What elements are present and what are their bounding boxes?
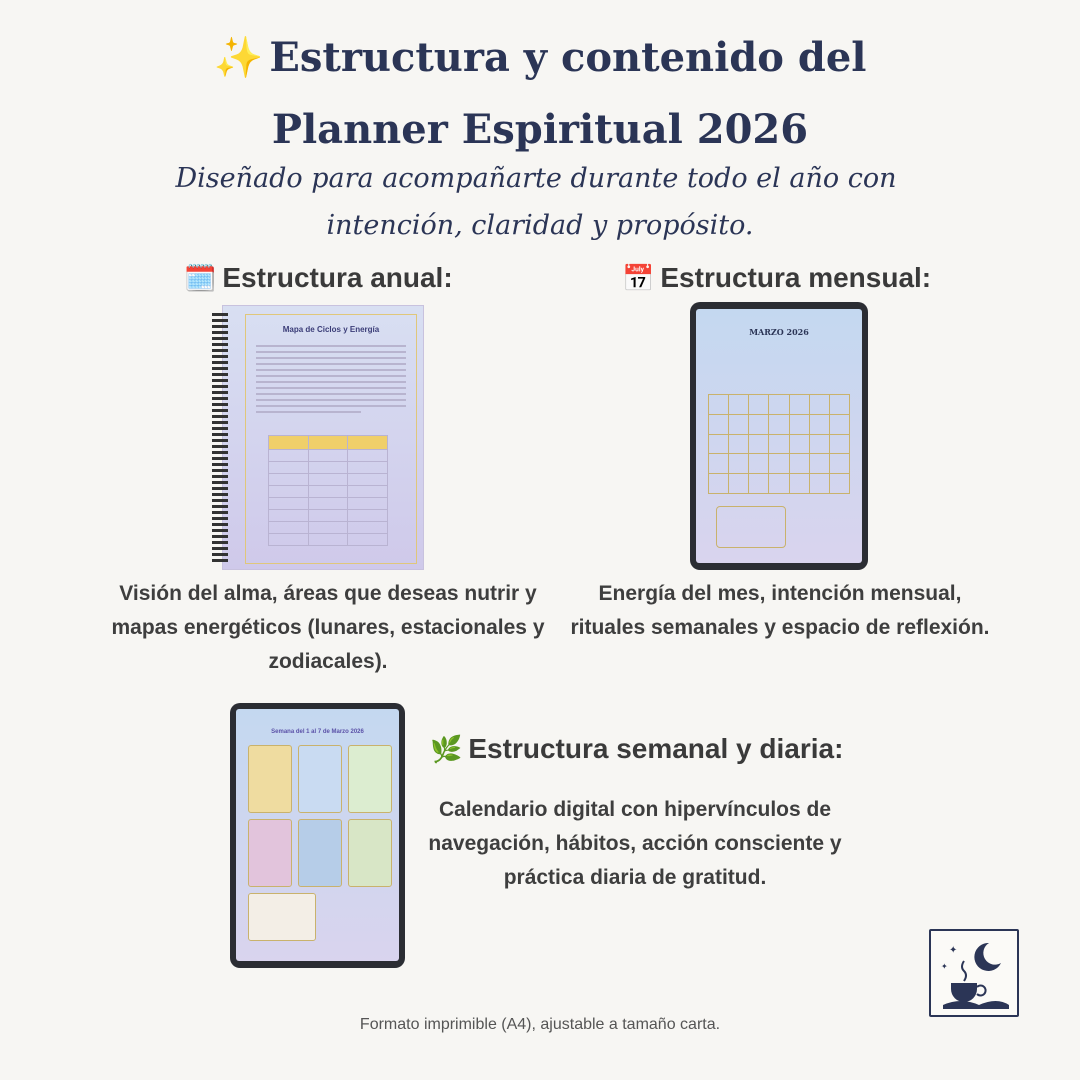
- weekly-page-title: Semana del 1 al 7 de Marzo 2026: [271, 729, 364, 735]
- notebook-page: [222, 305, 424, 570]
- spiral-binding: [212, 313, 228, 563]
- description-mensual: Energía del mes, intención mensual, rituales semanales y espacio de reflexión.: [570, 582, 990, 639]
- notebook-inner-frame: [245, 314, 417, 564]
- heading-mensual-text: Estructura mensual:: [660, 262, 932, 293]
- monthly-intention-box: [716, 506, 786, 548]
- sparkle-icon: ✨: [213, 34, 264, 81]
- day-card: [348, 745, 392, 813]
- main-title-text-line1: Estructura y contenido del: [269, 34, 867, 81]
- svg-text:✦: ✦: [941, 962, 948, 971]
- heading-anual: [184, 262, 453, 294]
- monthly-page-title: MARZO 2026: [749, 327, 809, 337]
- day-card: [348, 819, 392, 887]
- monthly-tablet-screen: [696, 309, 862, 563]
- subtitle-line2: intención, claridad y propósito.: [326, 210, 754, 241]
- main-title-line2: Planner Espiritual 2026: [271, 106, 809, 153]
- main-title-line1: [0, 34, 1080, 81]
- calendar-icon: 🗓️: [184, 263, 217, 293]
- heading-semanal-text: Estructura semanal y diaria:: [468, 733, 844, 764]
- heading-semanal: [430, 733, 843, 765]
- day-card: [248, 745, 292, 813]
- footer-note: Formato imprimible (A4), ajustable a tamaño carta.: [359, 1016, 721, 1033]
- moon-teacup-book-icon: [929, 929, 1019, 1017]
- herb-icon: 🌿: [430, 734, 463, 764]
- notebook-text-lines: [256, 345, 406, 417]
- weekly-tablet-screen: [236, 709, 399, 961]
- day-card: [298, 745, 342, 813]
- day-card: [248, 819, 292, 887]
- annual-notebook-preview: [212, 305, 424, 570]
- calendar-date-icon: 📅: [622, 263, 655, 293]
- description-semanal: Calendario digital con hipervínculos de navegación, hábitos, acción consciente y práctica diaria de gratitud.: [428, 798, 842, 889]
- monthly-tablet-preview: [690, 302, 868, 570]
- subtitle-line1: Diseñado para acompañarte durante todo el año con: [175, 163, 897, 194]
- svg-text:✦: ✦: [949, 945, 958, 956]
- description-anual: Visión del alma, áreas que deseas nutrir y mapas energéticos (lunares, estacionales y zodiacales).: [111, 582, 545, 673]
- legend-table: [268, 435, 388, 546]
- weekly-tablet-preview: [230, 703, 405, 968]
- heading-mensual: [622, 262, 931, 294]
- notebook-page-title: Mapa de Ciclos y Energía: [282, 325, 380, 334]
- day-card: [248, 893, 316, 941]
- monthly-calendar-grid: [708, 394, 850, 494]
- heading-anual-text: Estructura anual:: [222, 262, 453, 293]
- day-card: [298, 819, 342, 887]
